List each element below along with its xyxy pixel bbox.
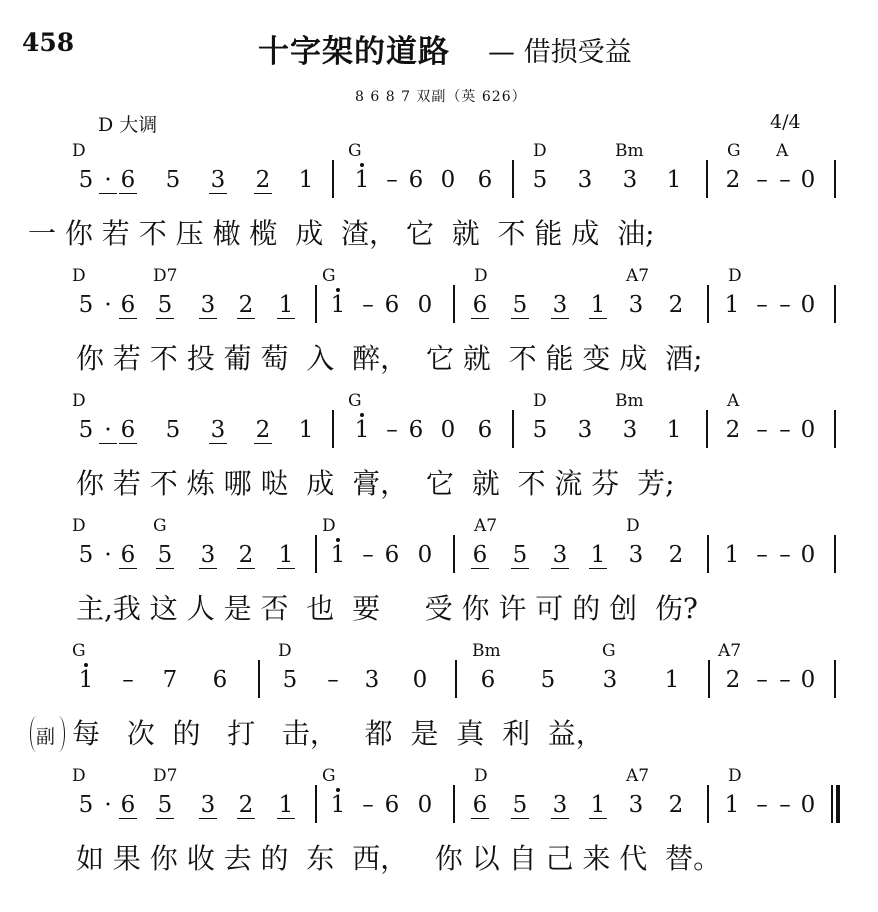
note: 6 [472,792,488,818]
note: 6 [212,667,228,693]
note: 2 [238,542,254,568]
note: 5 [165,417,181,443]
note: 6 [477,417,493,443]
hold-dash: – [756,417,768,443]
note: 3 [622,167,638,193]
note: 1 [78,667,94,693]
bar-line [512,410,514,448]
note: 3 [200,292,216,318]
bar-line [707,285,709,323]
chord-symbol: D [72,391,86,411]
octave-dot [84,663,88,667]
note: 6 [408,167,424,193]
dotted-note-mark: · [104,792,112,818]
note: 3 [628,542,644,568]
note: 1 [724,792,740,818]
bar-line [315,285,317,323]
chord-symbol: D [474,266,488,286]
note: 2 [725,667,741,693]
chord-symbol: G [602,641,616,661]
note: 6 [120,792,136,818]
refrain-badge: 副 [36,726,56,748]
note: 1 [590,542,606,568]
lyric-line: 你 若 不 炼 哪 哒 成 膏， 它 就 不 流 芬 芳; [76,467,675,500]
note: 5 [540,667,556,693]
note: 6 [480,667,496,693]
hold-dash: – [327,667,339,693]
note: 0 [417,542,433,568]
chord-symbol: D7 [153,766,178,786]
chord-symbol: G [322,766,336,786]
hold-dash: – [779,292,791,318]
note: 5 [282,667,298,693]
hold-dash: – [756,542,768,568]
lyric-line: 主,我 这 人 是 否 也 要 受 你 许 可 的 创 伤? [76,592,698,625]
chord-symbol: D7 [153,266,178,286]
refrain-badge-paren-left [30,716,43,752]
bar-line [707,785,709,823]
hold-dash: – [756,292,768,318]
bar-line [455,660,457,698]
dotted-note-mark: · [99,417,117,444]
chord-symbol: A7 [718,641,742,661]
note: 3 [210,167,226,193]
bar-line [708,660,710,698]
bar-line [453,535,455,573]
hold-dash: – [362,292,374,318]
chord-symbol: D [72,141,86,161]
bar-line [453,785,455,823]
chord-symbol: D [72,766,86,786]
note: 2 [668,542,684,568]
hold-dash: – [386,167,398,193]
hymn-number: 458 [22,28,75,57]
note: 0 [440,167,456,193]
note: 1 [330,542,346,568]
note: 1 [278,292,294,318]
note: 0 [800,542,816,568]
note: 5 [165,167,181,193]
note: 3 [364,667,380,693]
note: 5 [512,792,528,818]
chord-symbol: G [153,516,167,536]
bar-line [453,285,455,323]
hold-dash: – [779,667,791,693]
chord-symbol: D [474,766,488,786]
note: 0 [800,417,816,443]
chord-symbol: G [322,266,336,286]
page-subtitle: — 借损受益 [488,37,632,68]
chord-symbol: Bm [615,391,644,411]
octave-dot [336,788,340,792]
page-title: 十字架的道路 [258,34,450,70]
chord-symbol: Bm [472,641,501,661]
bar-line [834,535,836,573]
chord-symbol: A [727,391,740,411]
bar-line [512,160,514,198]
lyric-line: 你 若 不 投 葡 萄 入 醉， 它 就 不 能 变 成 酒; [76,342,703,375]
meter-info: 8 6 8 7 双副（英 626） [355,89,527,105]
note: 1 [354,417,370,443]
hold-dash: – [756,792,768,818]
note: 2 [668,292,684,318]
note: 3 [552,542,568,568]
note: 1 [278,792,294,818]
note: 2 [255,417,271,443]
note: 6 [120,417,136,443]
bar-line [834,285,836,323]
octave-dot [360,163,364,167]
hold-dash: – [386,417,398,443]
note: 5 [78,792,94,818]
note: 3 [200,792,216,818]
note: 3 [552,792,568,818]
note: 5 [78,167,94,193]
note: 3 [210,417,226,443]
chord-symbol: D [533,141,547,161]
chord-symbol: A7 [626,766,650,786]
hold-dash: – [779,167,791,193]
note: 6 [472,542,488,568]
note: 1 [724,542,740,568]
chord-symbol: Bm [615,141,644,161]
bar-line [315,535,317,573]
hold-dash: – [779,792,791,818]
chord-symbol: D [278,641,292,661]
bar-line [706,410,708,448]
note: 1 [590,292,606,318]
note: 0 [800,667,816,693]
lyric-line: 每 次 的 打 击， 都 是 真 利 益， [72,717,604,750]
chord-symbol: D [728,266,742,286]
note: 1 [666,417,682,443]
note: 1 [724,292,740,318]
note: 0 [440,417,456,443]
chord-symbol: D [626,516,640,536]
note: 6 [384,542,400,568]
hold-dash: – [122,667,134,693]
hold-dash: – [756,167,768,193]
octave-dot [336,538,340,542]
bar-line [834,660,836,698]
note: 5 [512,542,528,568]
note: 5 [78,417,94,443]
note: 1 [330,292,346,318]
chord-symbol: A7 [626,266,650,286]
chord-symbol: D [322,516,336,536]
note: 5 [157,792,173,818]
note: 2 [668,792,684,818]
octave-dot [360,413,364,417]
note: 7 [162,667,178,693]
note: 5 [157,292,173,318]
note: 3 [200,542,216,568]
note: 1 [354,167,370,193]
note: 0 [800,292,816,318]
note: 1 [666,167,682,193]
note: 5 [532,167,548,193]
note: 5 [157,542,173,568]
hold-dash: – [362,792,374,818]
note: 3 [577,167,593,193]
note: 0 [800,167,816,193]
note: 6 [477,167,493,193]
octave-dot [336,288,340,292]
note: 6 [120,542,136,568]
note: 1 [298,417,314,443]
chord-symbol: D [72,266,86,286]
note: 6 [472,292,488,318]
bar-line [834,410,836,448]
final-bar-line [836,785,840,823]
bar-line [707,535,709,573]
key-signature: D 大调 [98,114,158,136]
note: 6 [408,417,424,443]
note: 2 [255,167,271,193]
note: 3 [628,792,644,818]
note: 3 [577,417,593,443]
note: 6 [120,167,136,193]
bar-line [332,160,334,198]
note: 5 [532,417,548,443]
note: 0 [800,792,816,818]
dotted-note-mark: · [104,292,112,318]
note: 2 [238,792,254,818]
bar-line [831,785,833,823]
note: 2 [725,167,741,193]
bar-line [332,410,334,448]
note: 5 [78,292,94,318]
refrain-badge-paren-right [52,716,65,752]
chord-symbol: G [72,641,86,661]
chord-symbol: D [72,516,86,536]
hold-dash: – [779,417,791,443]
chord-symbol: A7 [474,516,498,536]
chord-symbol: A [776,141,789,161]
note: 6 [120,292,136,318]
note: 3 [602,667,618,693]
bar-line [315,785,317,823]
time-signature: 4/4 [770,111,801,133]
lyric-line: 一 你 若 不 压 橄 榄 成 渣， 它 就 不 能 成 油; [28,217,655,250]
bar-line [706,160,708,198]
note: 3 [622,417,638,443]
note: 6 [384,792,400,818]
note: 1 [298,167,314,193]
note: 1 [664,667,680,693]
note: 6 [384,292,400,318]
note: 0 [417,792,433,818]
bar-line [834,160,836,198]
hold-dash: – [756,667,768,693]
note: 0 [412,667,428,693]
note: 2 [725,417,741,443]
note: 1 [590,792,606,818]
note: 1 [330,792,346,818]
note: 0 [417,292,433,318]
dotted-note-mark: · [99,167,117,194]
note: 2 [238,292,254,318]
note: 5 [78,542,94,568]
chord-symbol: D [533,391,547,411]
chord-symbol: G [348,391,362,411]
lyric-line: 如 果 你 收 去 的 东 西， 你 以 自 己 来 代 替。 [76,842,722,875]
note: 3 [552,292,568,318]
dotted-note-mark: · [104,542,112,568]
chord-symbol: D [728,766,742,786]
note: 5 [512,292,528,318]
chord-symbol: G [727,141,741,161]
bar-line [258,660,260,698]
hold-dash: – [779,542,791,568]
hold-dash: – [362,542,374,568]
note: 3 [628,292,644,318]
chord-symbol: G [348,141,362,161]
note: 1 [278,542,294,568]
